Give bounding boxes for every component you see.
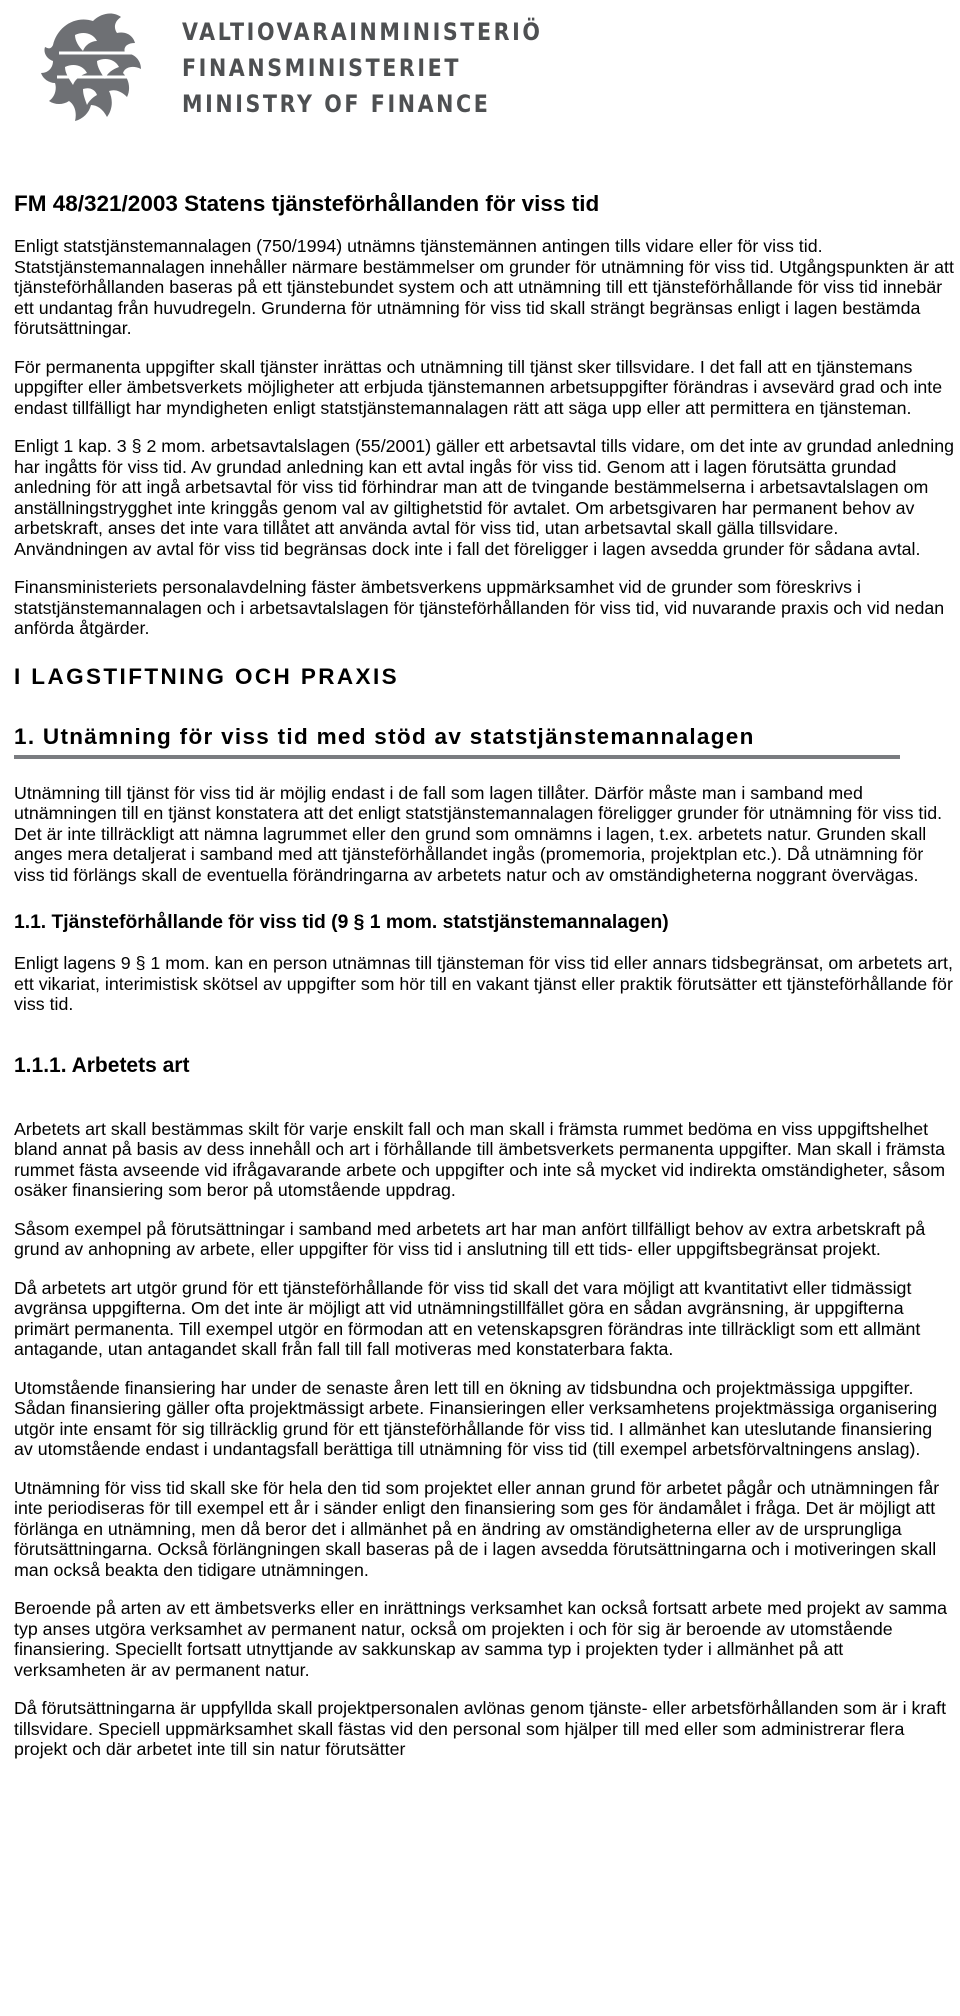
body-paragraph: Då förutsättningarna är uppfyllda skall projektpersonalen avlönas genom tjänste- eller arbetsförhållanden som är i kraft tillsvidare. Speciell uppmärksamhet skall fästas vid den personal som hjälper till med eller som administrerar flera projekt och där arbetet inte till sin natur förutsätter [14,1698,947,1759]
lion-coat-of-arms-icon [35,5,160,130]
body-paragraph: Arbetets art skall bestämmas skilt för varje enskilt fall och man skall i främsta rummet bedöma en viss uppgiftshelhet bland annat på basis av dess innehåll och art i förhållande till ämbetsverkets permanenta uppgifter. Man skall i främsta rummet fästa avseende vid ifrågavarande arbete och uppgifter och inte så mycket vid indirekta omständigheter, såsom osäker finansiering som beror på utomstående uppdrag. [14,1118,946,1200]
subsection-heading-text: 1. Utnämning för viss tid med stöd av statstjänstemannalagen [14,723,755,749]
heading-1-1: 1.1. Tjänsteförhållande för viss tid (9 § 1 mom. statstjänstemannalagen) [14,912,669,933]
intro-paragraph: Enligt statstjänstemannalagen (750/1994) utnämns tjänstemännen antingen tills vidare eller för viss tid. Statstjänstemannalagen innehåller närmare bestämmelser om grunder för utnämning för viss tid. Utgångspunkten är att tjänsteförhållanden baseras på ett tjänstebundet system och att utnämning till ett tjänsteförhållande för viss tid innebär ett undantag från huvudregeln. Grunderna för utnämning för viss tid skall strängt begränsas enligt i lagen bestämda förutsättningar. [14,236,954,338]
heading-1-1-1: 1.1.1. Arbetets art [14,1053,190,1077]
body-paragraph: Utomstående finansiering har under de senaste åren lett till en ökning av tidsbundna och projektmässiga uppgifter. Sådan finansiering gäller ofta projektmässigt arbete. Finansieringen eller verksamhetens projektmässiga organisering utgör inte ensamt för sig tillräcklig grund för ett tjänsteförhållande för viss tid. I allmänhet kan uteslutande finansiering av utomstående endast i undantagsfall berättiga till utnämning för viss tid (till exempel arbetsförvaltningens anslag). [14,1377,938,1459]
heading-underline [14,755,900,759]
intro-paragraph: Finansministeriets personalavdelning fäster ämbetsverkens uppmärksamhet vid de grunder som föreskrivs i statstjänstemannalagen och i arbetsavtalslagen för tjänsteförhållanden för viss tid, vid nuvarande praxis och vid nedan anförda åtgärder. [14,577,945,638]
body-paragraph: Enligt lagens 9 § 1 mom. kan en person utnämnas till tjänsteman för viss tid eller annars tidsbegränsat, om arbetets art, ett vikariat, interimistisk skötsel av uppgifter som hör till en vakant tjänst eller praktik förutsätter ett tjänsteförhållande för viss tid. [14,953,953,1014]
document-title: FM 48/321/2003 Statens tjänsteförhållanden för viss tid [14,191,600,216]
ministry-name-fi: VALTIOVARAINMINISTERIÖ [182,18,543,46]
ministry-header [30,0,590,135]
intro-paragraph: Enligt 1 kap. 3 § 2 mom. arbetsavtalslagen (55/2001) gäller ett arbetsavtal tills vidare, om det inte av grundad anledning har ingåtts för viss tid. Av grundad anledning kan ett avtal ingås för viss tid. Genom att i lagen förutsätta grundad anledning för att ingå arbetsavtal för viss tid förhindrar man att de tvingande bestämmelserna i arbetsavtalslagen om anställningstrygghet inte kringgås genom val av giltighetstid för avtalet. Om arbetsgivaren har permanent behov av arbetskraft, anses det inte vara tillåtet att använda avtal för viss tid, utan arbetsavtal skall gälla tillsvidare. Användningen av avtal för viss tid begränsas dock inte i fall det föreligger i lagen avsedda grunder för sådana avtal. [14,436,954,559]
subsection-heading [14,723,954,751]
body-paragraph: Såsom exempel på förutsättningar i samband med arbetets art har man anfört tillfälligt behov av extra arbetskraft på grund av anhopning av arbete, eller uppgifter för viss tid i anslutning till ett tids- eller uppgiftsbegränsat projekt. [14,1218,926,1259]
ministry-names [182,14,601,122]
body-paragraph: Beroende på arten av ett ämbetsverks eller en inrättnings verksamhet kan också fortsatt arbete med projekt av samma typ anses utgöra verksamhet av permanent natur, också om projekten i och för sig är beroende av utomstående finansiering. Speciellt fortsatt utnyttjande av sakkunskap av samma typ i projekten tyder i allmänhet på att verksamheten är av permanent natur. [14,1598,947,1680]
section-heading: I LAGSTIFTNING OCH PRAXIS [14,663,400,689]
body-paragraph: Utnämning till tjänst för viss tid är möjlig endast i de fall som lagen tillåter. Därför måste man i samband med utnämningen till en tjänst konstatera att det enligt statstjänstemannalagen föreligger grunder för utnämning för viss tid. Det är inte tillräckligt att nämna lagrummet eller den grund som omnämns i lagen, t.ex. arbetets natur. Grunden skall anges mera detaljerat i samband med att tjänsteförhållandet ingås (promemoria, projektplan etc.). Då utnämning för viss tid förlängs skall de eventuella förändringarna av arbetets natur och av omständigheterna noggrant övervägas. [14,782,943,885]
document-body [14,190,954,1760]
ministry-name-sv: FINANSMINISTERIET [182,54,462,82]
intro-paragraph: För permanenta uppgifter skall tjänster inrättas och utnämning till tjänst sker tillsvidare. I det fall att en tjänstemans uppgifter eller ämbetsverkets möjligheter att erbjuda tjänstemannen arbetsuppgifter förändras i avsevärd grad och inte endast tillfälligt har myndigheten enligt statstjänstemannalagen rätt att säga upp eller att permittera en tjänsteman. [14,356,943,418]
body-paragraph: Då arbetets art utgör grund för ett tjänsteförhållande för viss tid skall det vara möjligt att kvantitativt eller tidmässigt avgränsa uppgifterna. Om det inte är möjligt att vid utnämningstillfället göra en sådan avgränsning, är uppgifterna primärt permanenta. Till exempel utgör en förmodan att en vetenskapsgren förändras inte tillräckligt som ett allmänt antagande, utan antagandet skall från fall till fall motiveras med konstaterbara fakta. [14,1277,921,1359]
ministry-name-en: MINISTRY OF FINANCE [182,90,491,118]
body-paragraph: Utnämning för viss tid skall ske för hela den tid som projektet eller annan grund för arbetet pågår och utnämningen får inte periodiseras för till exempel ett år i sänder enligt den finansiering som ges för ändamålet i fråga. Det är möjligt att förlänga en utnämning, men då beror det i allmänhet på en ändring av omständigheterna eller av de ursprungliga förutsättningarna. Också förlängningen skall baseras på de i lagen avsedda förutsättningarna och i motiveringen skall man också beakta den tidigare utnämningen. [14,1477,940,1580]
